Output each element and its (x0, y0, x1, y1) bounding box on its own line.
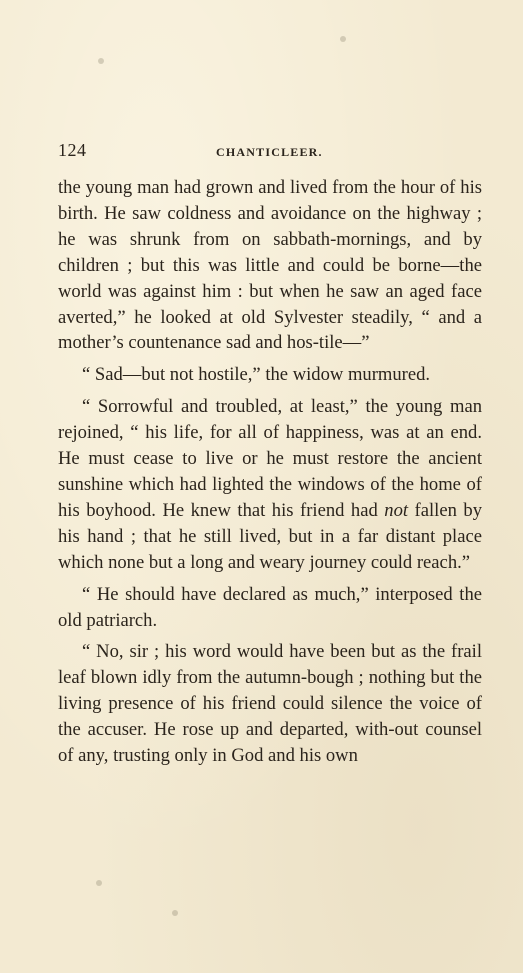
paragraph (58, 639, 482, 769)
paper-speck (96, 880, 102, 886)
text-segment: the young man had grown and lived from the hour of his birth. He saw coldness and avoidance on the highway ; he was shrunk from on sabbath-mornings, and by children ; but this was little and could be borne—the world was against him : but when he saw an aged face averted,” he looked at old Sylvester steadily, “ and a mother’s countenance sad and hos-tile—” (58, 177, 482, 354)
paragraph (58, 582, 482, 634)
text-segment: “ Sad—but not hostile,” the widow murmured. (82, 364, 431, 386)
text-segment: “ Sorrowful and troubled, at least,” the young man rejoined, “ his life, for all of happiness, was at an end. He must cease to live or he must restore the ancient sunshine which had lighted the windows of the home of his boyhood. He knew that his friend had (58, 396, 482, 521)
text-segment: fallen by his hand ; that he still lived, but in a far distant place which none but a long and weary journey could reach.” (58, 499, 482, 573)
body-text (58, 175, 482, 775)
text-segment: “ No, sir ; his word would have been but as the frail leaf blown idly from the autumn-bough ; nothing but the living presence of his friend could silence the voice of the accuser. He rose up and departed, with-out counsel of any, trusting only in God and his own (58, 641, 482, 767)
paper-speck (98, 58, 104, 64)
page-header (58, 140, 480, 166)
paragraph (58, 362, 482, 388)
paragraph (58, 394, 482, 575)
italic-emphasis: not (384, 499, 409, 521)
running-head: CHANTICLEER. (216, 145, 323, 159)
paper-speck (172, 910, 178, 916)
text-segment: “ He should have declared as much,” interposed the old patriarch. (58, 583, 482, 631)
page-number: 124 (58, 140, 87, 160)
paragraph (58, 175, 482, 356)
paper-speck (340, 36, 346, 42)
